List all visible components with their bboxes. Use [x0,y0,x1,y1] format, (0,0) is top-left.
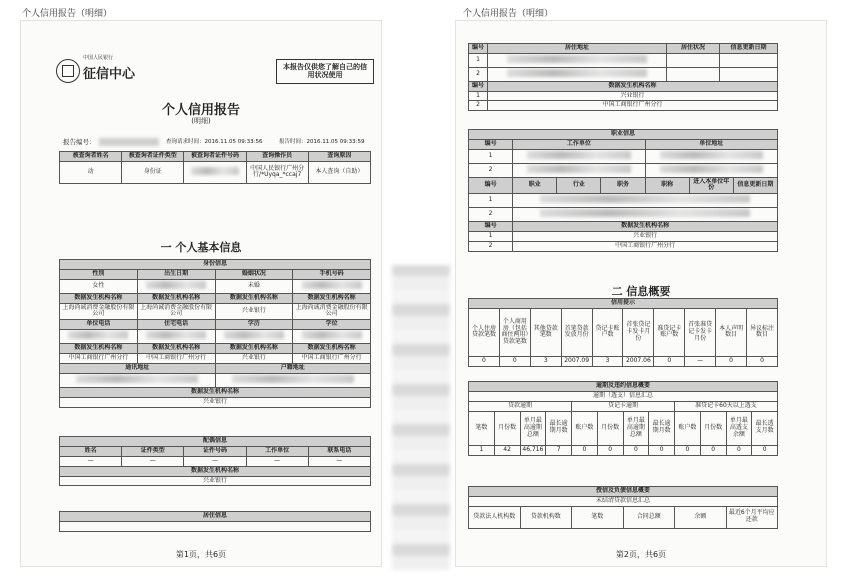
credit-debt-table [468,486,778,529]
spouse-inst-header: 数据发生机构名称 [60,466,371,476]
identity-header: 学历 [215,320,293,330]
job-inst-header: 编号 [469,222,513,232]
identity-value: 兴业银行 [215,303,293,320]
residence-detail-table [468,43,778,111]
address-value [60,373,216,387]
job-num: 1 [469,149,513,163]
res-status [667,53,720,67]
query-value-operator: 中国人民银行广州分行/*Uyqa_*ccaj7 [246,161,308,183]
job-inst-num: 2 [469,241,513,251]
identity-header: 数据发生机构名称 [293,293,371,303]
identity-value: 中国工商银行广州分行 [137,354,215,364]
overdue-group: 贷款逾期 [469,401,572,411]
job-header: 编号 [469,177,513,194]
identity-value [293,279,371,293]
res-inst-name: 中国工商银行广州分行 [488,101,778,111]
credit-debt-title: 授信及负债信息概要 [469,487,778,497]
overdue-value: 7 [546,445,572,455]
identity-table [59,259,371,408]
query-value-name: 动 [60,161,122,183]
identity-header: 婚姻状况 [215,269,293,279]
credit-header: 余额 [675,506,727,528]
identity-value: 上海尚诚消费金融股份有限公司 [137,303,215,320]
res-header: 居住地址 [488,44,667,54]
query-header-reason: 查询原因 [308,152,370,162]
report-subtitle: (明细) [191,117,211,125]
job-header: 编号 [469,139,513,149]
report-page-2 [455,20,827,567]
identity-header: 数据发生机构名称 [293,344,371,354]
query-time: 查询请求时间：2016.11.05 09:33:56 [166,139,263,145]
usage-notice: 本报告仅供您了解自己的信用状况使用 [276,59,374,84]
overdue-header: 月份数 [700,411,726,445]
query-value-idtype: 身份证 [122,161,184,183]
query-value-reason: 本人查询（自助） [308,161,370,183]
page-header-right: 个人信用报告（明细） [463,9,554,19]
overdue-header: 月份数 [597,411,623,445]
tip-value: 0 [716,356,747,366]
query-header-name: 被查询者姓名 [60,152,122,162]
spouse-header: 证件类型 [122,446,184,456]
job-addr [645,163,777,177]
job-num: 2 [469,163,513,177]
res-status [667,67,720,81]
overdue-value: 0 [675,445,701,455]
credit-center-logo-icon [56,59,80,83]
identity-header: 数据发生机构名称 [215,344,293,354]
job-header: 工作单位 [513,139,645,149]
job-header: 单位地址 [645,139,777,149]
tip-value: 2007.09 [561,356,592,366]
overdue-group: 贷记卡逾期 [572,401,675,411]
credit-header: 合同总额 [623,506,675,528]
overdue-header: 月份数 [494,411,520,445]
report-time: 报告时间：2016.11.05 09:33:59 [279,139,365,145]
identity-value: 兴业银行 [215,354,293,364]
query-header-operator: 查询操作员 [246,152,308,162]
identity-value: 上海尚诚消费金融股份有限公司 [60,303,138,320]
report-number-redacted [99,138,159,146]
identity-header: 数据发生机构名称 [60,344,138,354]
res-header: 信息更新日期 [720,44,778,54]
credit-tip-title: 信用提示 [469,299,778,309]
job-detail [513,208,778,222]
res-num: 2 [469,67,488,81]
overdue-header: 账户数 [572,411,598,445]
job-table [468,129,778,252]
res-inst-header: 编号 [469,81,488,91]
overdue-title: 逾期及违约信息概要 [469,382,778,392]
job-header: 行业 [557,177,601,194]
spouse-header: 姓名 [60,446,122,456]
res-inst-num: 2 [469,101,488,111]
tip-header: 个人商用房（包括商住两用）贷款笔数 [499,308,530,356]
tip-header: 异议标注数目 [747,308,778,356]
identity-value: 女性 [60,279,138,293]
identity-header: 性别 [60,269,138,279]
identity-value: 中国工商银行广州分行 [293,354,371,364]
address-header: 户籍地址 [215,364,371,374]
job-addr [645,149,777,163]
tip-value: 0 [499,356,530,366]
identity-header: 住宅电话 [137,320,215,330]
overdue-header: 账户数 [675,411,701,445]
identity-value: 上海尚诚消费金融股份有限公司 [293,303,371,320]
res-inst-name: 兴业银行 [488,91,778,101]
spouse-header: 联系电话 [308,446,370,456]
job-header: 职称 [645,177,689,194]
report-number-label: 报告编号： [63,138,96,146]
overdue-header: 单月最高逾期总额 [520,411,546,445]
res-inst-num: 1 [469,91,488,101]
tip-header: 首张贷记卡发卡月份 [623,308,654,356]
tip-header: 贷记卡账户数 [592,308,623,356]
address-inst-value: 兴业银行 [60,397,371,407]
overdue-value: 0 [726,445,752,455]
credit-header: 贷款法人机构数 [469,506,521,528]
report-title: 个人信用报告 [161,103,240,118]
res-header: 编号 [469,44,488,54]
spouse-value: — [184,456,246,466]
spouse-inst-value: 兴业银行 [60,476,371,486]
overdue-header: 笔数 [469,411,495,445]
overdue-group: 准贷记卡60天以上透支 [675,401,778,411]
query-value-idno [184,161,246,183]
overdue-header: 最长逾期月数 [649,411,675,445]
credit-header: 笔数 [572,506,624,528]
identity-header: 手机号码 [293,269,371,279]
overdue-value: 0 [700,445,726,455]
query-header-idtype: 被查询者证件类型 [122,152,184,162]
tip-value: 3 [592,356,623,366]
job-inst-header: 数据发生机构名称 [513,222,778,232]
identity-header: 出生日期 [137,269,215,279]
identity-title: 身份信息 [60,260,371,270]
identity-header: 数据发生机构名称 [60,293,138,303]
overdue-header: 单月最高透支余额 [726,411,752,445]
identity-value [137,330,215,344]
page-header-left: 个人信用报告（明细） [22,9,113,19]
credit-header: 最近6个月平均应还款 [726,506,778,528]
identity-value [137,279,215,293]
redaction-mosaic [392,265,450,570]
res-addr [488,53,667,67]
spouse-value: — [122,456,184,466]
spouse-table [59,436,371,486]
page-number-1: 第1页，共6页 [175,550,227,559]
identity-header: 单位电话 [60,320,138,330]
org-top: 中国人民银行 [83,55,114,61]
address-value [215,373,371,387]
identity-header: 数据发生机构名称 [137,344,215,354]
res-num: 1 [469,53,488,67]
residence-title: 居住信息 [60,512,371,522]
query-info-table [59,151,371,184]
job-header: 信息更新日期 [733,177,777,194]
page-number-2: 第2页，共6页 [615,550,667,559]
overdue-header: 最长透支月数 [752,411,778,445]
tip-value: — [685,356,716,366]
job-header: 职业 [513,177,557,194]
identity-value: 中国工商银行广州分行 [60,354,138,364]
credit-tip-table [468,298,778,367]
res-date [720,67,778,81]
identity-header: 数据发生机构名称 [215,293,293,303]
address-header: 通讯地址 [60,364,216,374]
tip-value: 0 [469,356,500,366]
tip-value: 0 [747,356,778,366]
overdue-value: 0 [752,445,778,455]
spouse-value: — [308,456,370,466]
credit-header: 贷款机构数 [520,506,572,528]
tip-header: 首张准贷记卡发卡月份 [685,308,716,356]
overdue-value: 0 [597,445,623,455]
overdue-subtitle: 逾期（透支）信息汇总 [469,391,778,401]
tip-header: 本人声明数目 [716,308,747,356]
section-basic-info: 一 个人基本信息 [160,241,242,254]
report-page-1 [20,20,382,567]
job-inst-num: 1 [469,232,513,242]
job-num: 1 [469,194,513,208]
query-header-idno: 被查询者证件号码 [184,152,246,162]
identity-header: 学位 [293,320,371,330]
job-num: 2 [469,208,513,222]
tip-value: 2007.06 [623,356,654,366]
credit-debt-subtitle: 未结清贷款信息汇总 [469,496,778,506]
identity-value [215,330,293,344]
tip-value: 0 [654,356,685,366]
overdue-value: 46,716 [520,445,546,455]
identity-value: 未婚 [215,279,293,293]
overdue-value: 0 [649,445,675,455]
overdue-header: 单月最高逾期总额 [623,411,649,445]
job-unit [513,163,645,177]
org-name: 征信中心 [83,67,136,82]
job-unit [513,149,645,163]
res-header: 居住状况 [667,44,720,54]
overdue-value: 42 [494,445,520,455]
overdue-value: 1 [469,445,495,455]
job-header: 进入本单位年份 [689,177,733,194]
overdue-value: 0 [572,445,598,455]
overdue-value: 0 [623,445,649,455]
overdue-table [468,381,778,456]
tip-header: 其他贷款笔数 [530,308,561,356]
tip-value: 3 [530,356,561,366]
job-detail [513,194,778,208]
residence-table [59,511,371,532]
section-summary: 二 信息概要 [611,285,671,298]
tip-header: 准贷记卡账户数 [654,308,685,356]
spouse-value: — [246,456,308,466]
spouse-title: 配偶信息 [60,437,371,447]
res-date [720,53,778,67]
identity-value [60,330,138,344]
overdue-header: 最长逾期月数 [546,411,572,445]
residence-empty [60,521,371,531]
spouse-header: 工作单位 [246,446,308,456]
job-header: 职务 [601,177,645,194]
identity-value [293,330,371,344]
res-inst-header: 数据发生机构名称 [488,81,778,91]
tip-header: 首笔贷款发放月份 [561,308,592,356]
identity-header: 数据发生机构名称 [137,293,215,303]
address-inst-header: 数据发生机构名称 [60,387,371,397]
res-addr [488,67,667,81]
job-inst-name: 中国工商银行广州分行 [513,241,778,251]
job-inst-name: 兴业银行 [513,232,778,242]
spouse-header: 证件号码 [184,446,246,456]
spouse-value: — [60,456,122,466]
job-title: 职业信息 [469,130,778,140]
tip-header: 个人住房贷款笔数 [469,308,500,356]
